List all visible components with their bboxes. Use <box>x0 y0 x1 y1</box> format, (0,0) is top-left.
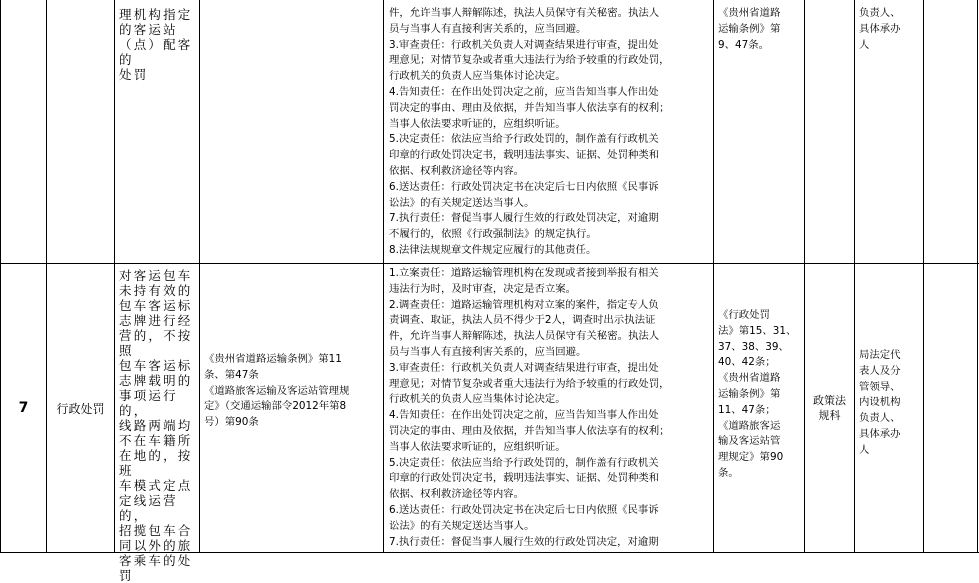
responsibility-line: 1.立案责任：道路运输管理机构在发现或者接到举报有相关 <box>389 267 659 279</box>
item-name-cell-continued: 理机构指定 的客运站 （点）配客的 处罚 <box>119 7 193 82</box>
responsibility-line: 3.审查责任：行政机关负责人对调查结果进行审查，提出处 <box>389 38 659 51</box>
responsibility-line: 理意见；对情节复杂或者重大违法行为给予较重的行政处罚， <box>389 54 670 67</box>
responsibility-line: 不履行的，依照《行政强制法》的规定执行。 <box>389 228 597 241</box>
responsibility-line: 行政机关的负责人应当集体讨论决定。 <box>389 393 566 406</box>
responsibility-line: 8.法律法规规章文件规定应履行的其他责任。 <box>389 243 597 256</box>
responsibility-line: 3.审查责任：行政机关负责人对调查结果进行审查，提出处 <box>389 361 659 374</box>
column-line <box>977 0 978 553</box>
responsibility-line: 罚决定的事由、理由及依据，并告知当事人依法享有的权利； <box>389 424 670 437</box>
item-name-cell: 对客运包车 未持有效的 包车客运标 志牌进行经 营的，不按照 包车客运标 志牌载明的 事项运行的， 线路两端均 不在车籍所 在地的，按班 车模式定点 定线运营的， 招揽包车合 同以外的旅 客乘车的处 罚 <box>119 268 193 583</box>
responsibility-line: 违法行为时，及时审查，决定是否立案。 <box>389 282 577 295</box>
column-line <box>923 0 924 553</box>
legal-basis-cell: 《贵州省道路运输条例》第11 条、第47条 《道路旅客运输及客运站管理规 定》（交通运输部令2012年第8 号）第90条 <box>204 353 350 429</box>
department-cell: 政策法 规科 <box>813 394 846 422</box>
responsibility-line: 依据、权利救济途径等内容。 <box>389 164 525 177</box>
responsibility-basis-cell: 《行政处罚 法》第15、31、 37、38、39、 40、42条； 《贵州省道路 运输条例》第 11、47条； 《道路旅客运 输及客运站管 理规定》第90 条。 <box>718 309 797 479</box>
responsibilities-cell-continued <box>384 6 713 263</box>
responsibility-line: 6.送达责任：行政处罚决定书在决定后七日内依照《民事诉 <box>389 180 659 193</box>
responsibility-line: 行政机关的负责人应当集体讨论决定。 <box>389 70 566 83</box>
responsibility-line: 件，允许当事人辩解陈述，执法人员保守有关秘密。执法人 <box>389 330 660 343</box>
item-type: 行政处罚 <box>56 401 105 416</box>
responsibility-basis-cell-continued: 《贵州省道路 运输条例》第 9、47条。 <box>718 7 781 51</box>
responsibility-line: 2.调查责任：道路运输管理机构对立案的案件，指定专人负 <box>389 298 659 311</box>
responsibility-line: 讼法》的有关规定送达当事人。 <box>389 196 535 209</box>
responsibility-line: 7.执行责任：督促当事人履行生效的行政处罚决定，对逾期 <box>389 212 659 225</box>
responsibility-line: 印章的行政处罚决定书，载明违法事实、证据、处罚种类和 <box>389 149 660 162</box>
responsibility-line: 讼法》的有关规定送达当事人。 <box>389 519 535 532</box>
responsibility-line: 5.决定责任：依法应当给予行政处罚的，制作盖有行政机关 <box>389 133 659 146</box>
responsibility-line: 责调查、取证，执法人员不得少于2人，调查时出示执法证 <box>389 314 656 327</box>
responsibility-line: 5.决定责任：依法应当给予行政处罚的，制作盖有行政机关 <box>389 456 659 469</box>
responsibility-line: 7.执行责任：督促当事人履行生效的行政处罚决定，对逾期 <box>389 535 659 548</box>
responsible-person-cell-continued: 负责人、 具体承办 人 <box>859 7 901 51</box>
responsibility-line: 员与当事人有直接利害关系的，应当回避。 <box>389 345 587 358</box>
responsibility-line: 员与当事人有直接利害关系的，应当回避。 <box>389 22 587 35</box>
responsibility-line: 罚决定的事由、理由及依据，并告知当事人依法享有的权利； <box>389 101 670 114</box>
sequence-number: 7 <box>18 400 29 416</box>
responsibility-line: 4.告知责任：在作出处罚决定之前，应当告知当事人作出处 <box>389 409 659 422</box>
responsible-person-cell: 局法定代 表人及分 管领导、 内设机构 负责人、 具体承办 人 <box>859 349 901 456</box>
responsibility-line: 依据、权利救济途径等内容。 <box>389 488 525 501</box>
responsibility-line: 6.送达责任：行政处罚决定书在决定后七日内依照《民事诉 <box>389 503 659 516</box>
responsibilities-cell <box>384 266 713 552</box>
responsibility-line: 4.告知责任：在作出处罚决定之前，应当告知当事人作出处 <box>389 85 659 98</box>
responsibility-line: 理意见；对情节复杂或者重大违法行为给予较重的行政处罚， <box>389 377 670 390</box>
responsibility-line: 当事人依法要求听证的，应组织听证。 <box>389 440 566 453</box>
responsibility-line: 当事人依法要求听证的，应组织听证。 <box>389 117 566 130</box>
responsibility-line: 件，允许当事人辩解陈述，执法人员保守有关秘密。执法人 <box>389 7 660 19</box>
responsibility-line: 印章的行政处罚决定书，载明违法事实、证据、处罚种类和 <box>389 472 660 485</box>
